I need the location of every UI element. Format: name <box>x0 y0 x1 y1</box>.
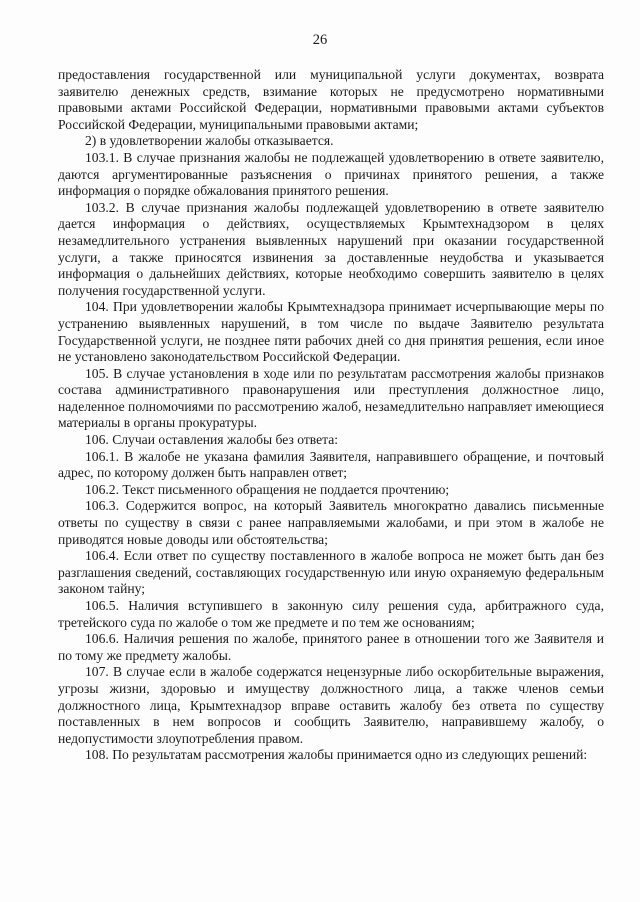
paragraph-106-1: 106.1. В жалобе не указана фамилия Заявителя, направившего обращение, и почтовый адрес, по которому должен быть направлен ответ; <box>58 448 604 481</box>
paragraph-104: 104. При удовлетворении жалобы Крымтехнадзора принимает исчерпывающие меры по устранению выявленных нарушений, в том числе по выдаче Заявителю результата Государственной услуги, не позднее пяти рабочих дней со дня принятия решения, если иное не установлено законодательством Российской Федерации. <box>58 299 604 365</box>
paragraph-106: 106. Случаи оставления жалобы без ответа: <box>85 432 339 448</box>
paragraph-106-6: 106.6. Наличия решения по жалобе, принятого ранее в отношении того же Заявителя и по тому же предмету жалобы. <box>58 631 604 663</box>
paragraph-103-2: 103.2. В случае признания жалобы подлежащей удовлетворению в ответе заявителю дается информация о действиях, осуществляемых Крымтехнадзором в целях незамедлительного устранения выявленных нарушений при оказании государственной услуги, а также приносятся извинения за доставленные неудобства и указывается информация о дальнейших действиях, которые необходимо совершить заявителю в целях получения государственной услуги. <box>58 199 604 298</box>
paragraph-106-4: 106.4. Если ответ по существу поставленного в жалобе вопроса не может быть дан без разглашения сведений, составляющих государственную или иную охраняемую федеральным законом тайну; <box>58 548 604 597</box>
paragraph-continuation: предоставления государственной или муниципальной услуги документах, возврата заявителю денежных средств, взимание которых не предусмотрено нормативными правовыми актами Российской Федерации, нормативными правовыми актами субъектов Российской Федерации, муниципальными правовыми актами; <box>58 67 604 132</box>
paragraph-103-1: 103.1. В случае признания жалобы не подлежащей удовлетворению в ответе заявителю, даются аргументированные разъяснения о причинах принятого решения, а также информация о порядке обжалования принятого решения. <box>58 149 604 199</box>
paragraph-item-2: 2) в удовлетворении жалобы отказывается. <box>85 133 334 149</box>
paragraph-106-2: 106.2. Текст письменного обращения не поддается прочтению; <box>85 481 450 497</box>
paragraph-108: 108. По результатам рассмотрения жалобы принимается одно из следующих решений: <box>85 747 588 763</box>
page-number: 26 <box>312 32 328 48</box>
paragraph-107: 107. В случае если в жалобе содержатся нецензурные либо оскорбительные выражения, угрозы жизни, здоровью и имуществу должностного лица, а также членов семьи должностного лица, Крымтехнадзор вправе оставить жалобу без ответа по существу поставленных в нем вопросов и сообщить Заявителю, направившему жалобу, о недопустимости злоупотребления правом. <box>58 664 604 746</box>
paragraph-106-5: 106.5. Наличия вступившего в законную силу решения суда, арбитражного суда, третейского суда по жалобе о том же предмете и по тем же основаниям; <box>58 598 604 630</box>
paragraph-105: 105. В случае установления в ходе или по результатам рассмотрения жалобы признаков состава административного правонарушения или преступления должностное лицо, наделенное полномочиями по рассмотрению жалоб, незамедлительно направляет имеющиеся материалы в органы прокуратуры. <box>58 365 604 431</box>
document-body <box>58 67 604 764</box>
paragraph-106-3: 106.3. Содержится вопрос, на который Заявитель многократно давались письменные ответы по существу в связи с ранее направляемыми жалобами, и при этом в жалобе не приводятся новые доводы или обстоятельства; <box>58 498 604 547</box>
